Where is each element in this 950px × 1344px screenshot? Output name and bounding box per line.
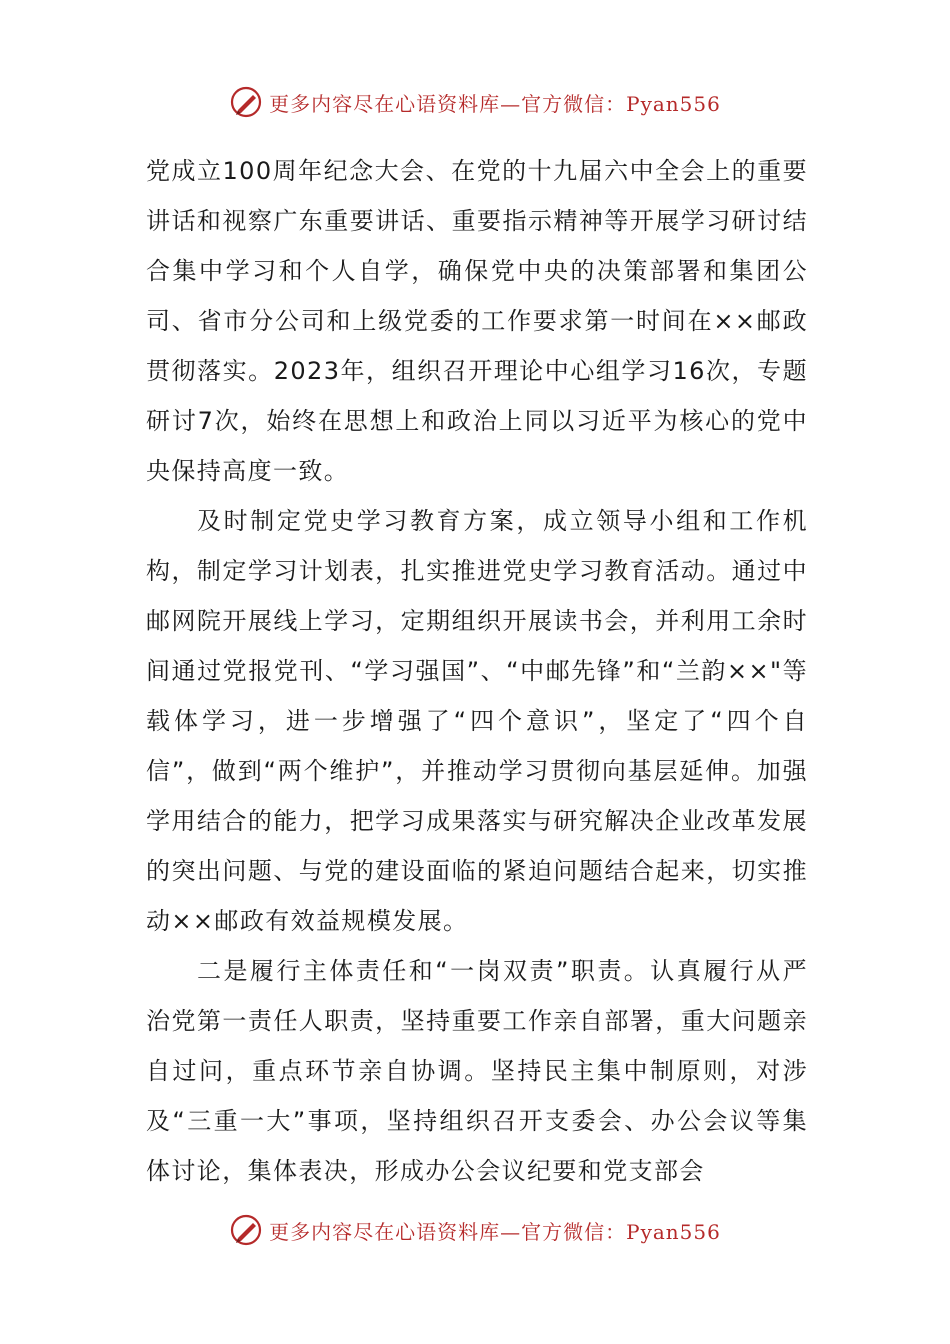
- document-body: [146, 146, 808, 1196]
- pen-logo-icon: [229, 85, 263, 119]
- paragraph-2: 及时制定党史学习教育方案，成立领导小组和工作机构，制定学习计划表，扎实推进党史学习教育活动。通过中邮网院开展线上学习，定期组织开展读书会，并利用工余时间通过党报党刊、“学习强国”、“中邮先锋”和“兰韵××"等载体学习，进一步增强了“四个意识”，坚定了“四个自信”，做到“两个维护”，并推动学习贯彻向基层延伸。加强学用结合的能力，把学习成果落实与研究解决企业改革发展的突出问题、与党的建设面临的紧迫问题结合起来，切实推动××邮政有效益规模发展。: [146, 507, 808, 935]
- paragraph-3: 二是履行主体责任和“一岗双责”职责。认真履行从严治党第一责任人职责，坚持重要工作亲自部署，重大问题亲自过问，重点环节亲自协调。坚持民主集中制原则，对涉及“三重一大”事项，坚持组织召开支委会、办公会议等集体讨论，集体表决，形成办公会议纪要和党支部会: [146, 957, 808, 1185]
- header-watermark: [0, 82, 950, 122]
- watermark-text: 更多内容尽在心语资料库—官方微信：Pyan556: [269, 91, 721, 116]
- pen-logo-icon: [229, 1213, 263, 1247]
- footer-watermark: [0, 1210, 950, 1250]
- paragraph-1: 党成立100周年纪念大会、在党的十九届六中全会上的重要讲话和视察广东重要讲话、重要指示精神等开展学习研讨结合集中学习和个人自学，确保党中央的决策部署和集团公司、省市分公司和上级党委的工作要求第一时间在××邮政贯彻落实。2023年，组织召开理论中心组学习16次，专题研讨7次，始终在思想上和政治上同以习近平为核心的党中央保持高度一致。: [146, 157, 808, 485]
- watermark-text: 更多内容尽在心语资料库—官方微信：Pyan556: [269, 1219, 721, 1244]
